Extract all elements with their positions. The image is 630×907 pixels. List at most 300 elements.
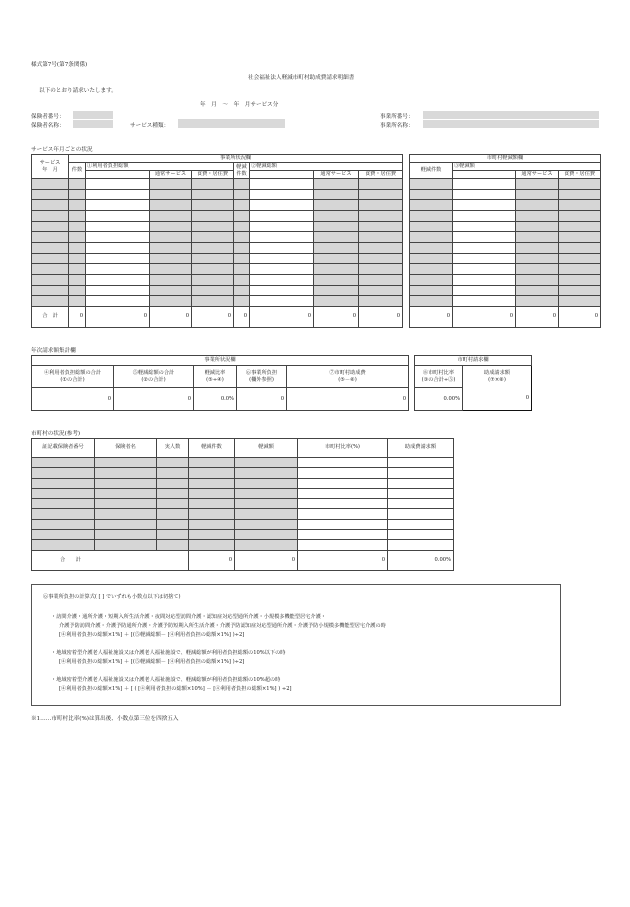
office-number-field[interactable] — [423, 111, 599, 119]
table-cell[interactable] — [298, 458, 388, 468]
table-cell[interactable] — [250, 253, 314, 264]
table-cell[interactable] — [359, 285, 403, 296]
table-cell[interactable] — [86, 296, 150, 307]
table-cell[interactable] — [189, 530, 235, 540]
table-cell[interactable] — [234, 264, 250, 275]
total-value: 0 — [298, 550, 388, 570]
table-cell[interactable] — [559, 253, 601, 264]
table-cell[interactable] — [359, 264, 403, 275]
table-cell[interactable] — [453, 285, 516, 296]
table-cell[interactable] — [69, 296, 86, 307]
table-cell[interactable] — [298, 530, 388, 540]
value-municipal-ratio: 0.00% — [415, 388, 463, 411]
table-cell[interactable] — [234, 221, 250, 232]
table-cell[interactable] — [86, 285, 150, 296]
note-line: 介護予防訪問介護・介護予防通所介護・介護予防短期入所生活介護・介護予防認知症対応型通所介護・介護予防小規模多機能型居宅介護の時 — [59, 623, 386, 629]
table-cell[interactable] — [388, 488, 454, 498]
table-cell[interactable] — [314, 285, 359, 296]
table-cell[interactable] — [314, 221, 359, 232]
table-cell[interactable] — [69, 232, 86, 243]
col-normal-service-3: 通常サービス — [516, 171, 559, 179]
table-cell[interactable] — [189, 468, 235, 478]
total-value: 0 — [150, 306, 192, 327]
table-cell[interactable] — [86, 179, 150, 190]
table-row — [32, 530, 454, 540]
note-line: ・訪問介護・通所介護・短期入所生活介護・夜間対応型訪問介護・認知症対応型通所介護・小規模多機能型居宅介護・ — [51, 614, 326, 620]
table-cell[interactable] — [559, 274, 601, 285]
office-name-field[interactable] — [423, 120, 599, 128]
office-status-group: 事業所状況欄 — [69, 155, 403, 163]
table-cell[interactable] — [192, 221, 234, 232]
table-row — [410, 253, 601, 264]
table-cell[interactable] — [150, 189, 192, 200]
table-cell[interactable] — [95, 488, 157, 498]
table-row — [32, 519, 454, 529]
table-cell[interactable] — [69, 253, 86, 264]
table-cell[interactable] — [150, 285, 192, 296]
table-cell[interactable] — [86, 232, 150, 243]
table-cell[interactable] — [32, 458, 95, 468]
table-cell[interactable] — [359, 179, 403, 190]
table-cell[interactable] — [516, 264, 559, 275]
table-cell[interactable] — [234, 232, 250, 243]
table-cell[interactable] — [150, 179, 192, 190]
table-cell[interactable] — [192, 242, 234, 253]
table-cell[interactable] — [234, 274, 250, 285]
table-cell[interactable] — [453, 211, 516, 222]
col-service-month: サービス 年 月 — [32, 155, 69, 179]
col-meal-living-2: 食費・居住費 — [359, 171, 403, 179]
col-insurer-number: 証記載保険者番号 — [32, 439, 95, 458]
table-cell[interactable] — [95, 530, 157, 540]
table-cell[interactable] — [32, 478, 95, 488]
table-cell[interactable] — [32, 509, 95, 519]
table-cell[interactable] — [559, 179, 601, 190]
table-cell[interactable] — [298, 519, 388, 529]
table-cell[interactable] — [32, 499, 95, 509]
table-cell[interactable] — [235, 540, 298, 550]
insurer-number-label: 保険者番号： — [31, 114, 65, 120]
table-cell[interactable] — [516, 211, 559, 222]
table-cell[interactable] — [516, 189, 559, 200]
table-cell[interactable] — [192, 296, 234, 307]
table-cell[interactable] — [32, 285, 69, 296]
table-cell[interactable] — [235, 519, 298, 529]
table-cell[interactable] — [234, 296, 250, 307]
table-cell[interactable] — [150, 274, 192, 285]
table-cell[interactable] — [234, 211, 250, 222]
table-cell[interactable] — [559, 232, 601, 243]
note-line: [④利用者負担の総額×1%] ＋ [ ( [④利用者負担の総額×10%] － [④利用者負担の総額×1%] ) ÷2] — [59, 686, 292, 692]
table-cell[interactable] — [410, 179, 453, 190]
table-cell[interactable] — [69, 200, 86, 211]
table-cell[interactable] — [86, 189, 150, 200]
table-cell[interactable] — [189, 519, 235, 529]
table-cell[interactable] — [157, 499, 189, 509]
table-cell[interactable] — [250, 221, 314, 232]
table-cell[interactable] — [69, 221, 86, 232]
table-cell[interactable] — [235, 530, 298, 540]
table-cell[interactable] — [86, 200, 150, 211]
table-cell[interactable] — [559, 211, 601, 222]
table-cell[interactable] — [410, 296, 453, 307]
table-cell[interactable] — [516, 274, 559, 285]
table-cell[interactable] — [150, 221, 192, 232]
table-cell[interactable] — [157, 488, 189, 498]
form-number: 様式第7号(第7条関係) — [31, 62, 88, 68]
table-cell[interactable] — [516, 232, 559, 243]
table-cell[interactable] — [150, 242, 192, 253]
table-cell[interactable] — [157, 530, 189, 540]
table-cell[interactable] — [314, 179, 359, 190]
table-cell[interactable] — [516, 179, 559, 190]
col-reduction-amount: ③軽減額 — [453, 163, 601, 171]
table-row — [410, 221, 601, 232]
table-row — [32, 189, 403, 200]
table-cell[interactable] — [86, 242, 150, 253]
total-value: 0 — [559, 306, 601, 327]
table-cell[interactable] — [32, 200, 69, 211]
table-cell[interactable] — [157, 468, 189, 478]
table-cell[interactable] — [410, 242, 453, 253]
col-reduction-count: 軽減件数 — [189, 439, 235, 458]
insurer-number-field[interactable] — [73, 111, 113, 119]
table-cell[interactable] — [314, 200, 359, 211]
table-cell[interactable] — [516, 200, 559, 211]
table-cell[interactable] — [192, 211, 234, 222]
table-cell[interactable] — [516, 253, 559, 264]
table-cell[interactable] — [410, 232, 453, 243]
table-cell[interactable] — [250, 211, 314, 222]
table-cell[interactable] — [410, 264, 453, 275]
table-cell[interactable] — [359, 211, 403, 222]
table-row — [32, 232, 403, 243]
table-cell[interactable] — [559, 264, 601, 275]
table-cell[interactable] — [314, 264, 359, 275]
table-cell[interactable] — [250, 285, 314, 296]
service-type-field[interactable] — [178, 119, 285, 128]
table-cell[interactable] — [32, 296, 69, 307]
table-cell[interactable] — [250, 242, 314, 253]
table-row — [32, 200, 403, 211]
table-cell[interactable] — [235, 478, 298, 488]
table-cell[interactable] — [453, 264, 516, 275]
table-cell[interactable] — [559, 200, 601, 211]
table-cell[interactable] — [192, 285, 234, 296]
section1-title: サービス年月ごとの状況 — [31, 147, 93, 153]
table-cell[interactable] — [410, 253, 453, 264]
table-cell[interactable] — [250, 232, 314, 243]
table-cell[interactable] — [32, 179, 69, 190]
table-cell[interactable] — [95, 458, 157, 468]
table-cell[interactable] — [314, 211, 359, 222]
table-cell[interactable] — [453, 274, 516, 285]
table-cell[interactable] — [250, 274, 314, 285]
insurer-name-label: 保険者名称： — [31, 123, 65, 129]
table-cell[interactable] — [95, 468, 157, 478]
table-cell[interactable] — [69, 274, 86, 285]
table-row — [32, 468, 454, 478]
total-value: 0 — [69, 306, 86, 327]
table-cell[interactable] — [388, 468, 454, 478]
table-cell[interactable] — [189, 478, 235, 488]
service-type-label: サービス種類： — [130, 123, 170, 129]
table-row — [32, 478, 454, 488]
table-cell[interactable] — [32, 468, 95, 478]
table-cell[interactable] — [559, 189, 601, 200]
table-cell[interactable] — [453, 221, 516, 232]
table-cell[interactable] — [150, 211, 192, 222]
table-cell[interactable] — [69, 179, 86, 190]
table-cell[interactable] — [189, 488, 235, 498]
table-cell[interactable] — [359, 274, 403, 285]
table-cell[interactable] — [157, 458, 189, 468]
total-value: 0 — [410, 306, 453, 327]
table-cell[interactable] — [95, 519, 157, 529]
table-cell[interactable] — [69, 189, 86, 200]
table-cell[interactable] — [250, 200, 314, 211]
table-cell[interactable] — [359, 189, 403, 200]
table-cell[interactable] — [32, 488, 95, 498]
table-cell[interactable] — [453, 179, 516, 190]
table-row — [410, 274, 601, 285]
table-cell[interactable] — [388, 509, 454, 519]
table-cell[interactable] — [559, 296, 601, 307]
table-cell[interactable] — [86, 264, 150, 275]
insurer-name-field[interactable] — [73, 120, 113, 128]
table-cell[interactable] — [388, 519, 454, 529]
value-reduction-total-sum: 0 — [114, 388, 194, 411]
note-line: ・地域密着型介護老人福祉施設又は介護老人福祉施設で、軽減総額が利用者負担総額の10%以下の時 — [51, 650, 286, 656]
table-cell[interactable] — [388, 530, 454, 540]
table-cell[interactable] — [250, 264, 314, 275]
value-office-burden: 0 — [237, 388, 287, 411]
table-cell[interactable] — [192, 264, 234, 275]
table-cell[interactable] — [559, 221, 601, 232]
table-cell[interactable] — [192, 179, 234, 190]
table-cell[interactable] — [32, 540, 95, 550]
table-cell[interactable] — [559, 242, 601, 253]
annual-municipal-table — [414, 355, 532, 411]
table-cell[interactable] — [388, 478, 454, 488]
table-row — [410, 285, 601, 296]
table-cell[interactable] — [32, 221, 69, 232]
table-cell[interactable] — [69, 264, 86, 275]
table-cell[interactable] — [516, 221, 559, 232]
col-count: 件数 — [69, 163, 86, 179]
table-row — [410, 296, 601, 307]
annual-municipal-group: 市町村請求欄 — [415, 356, 532, 366]
table-cell[interactable] — [95, 509, 157, 519]
table-cell[interactable] — [388, 458, 454, 468]
table-cell[interactable] — [410, 211, 453, 222]
table-cell[interactable] — [189, 509, 235, 519]
table-cell[interactable] — [516, 296, 559, 307]
table-cell[interactable] — [95, 540, 157, 550]
table-cell[interactable] — [516, 285, 559, 296]
table-cell[interactable] — [189, 458, 235, 468]
table-row — [32, 274, 403, 285]
table-cell[interactable] — [298, 478, 388, 488]
municipal-reference-table — [31, 438, 454, 571]
col-normal-service: 通常サービス — [150, 171, 192, 179]
total-value: 0 — [516, 306, 559, 327]
table-cell[interactable] — [314, 296, 359, 307]
table-cell[interactable] — [32, 232, 69, 243]
intro-text: 以下のとおり請求いたします。 — [39, 88, 117, 94]
table-cell[interactable] — [453, 296, 516, 307]
table-cell[interactable] — [359, 242, 403, 253]
table-cell[interactable] — [235, 499, 298, 509]
table-cell[interactable] — [157, 509, 189, 519]
table-cell[interactable] — [69, 242, 86, 253]
table-row — [410, 179, 601, 190]
col-user-total: ①利用者負担総額 — [86, 163, 234, 171]
table-cell[interactable] — [410, 189, 453, 200]
table-cell[interactable] — [314, 242, 359, 253]
annual-office-table — [31, 355, 409, 411]
table-row — [410, 232, 601, 243]
table-cell[interactable] — [314, 253, 359, 264]
table-cell[interactable] — [234, 189, 250, 200]
table-cell[interactable] — [453, 200, 516, 211]
table-row — [32, 211, 403, 222]
table-cell[interactable] — [192, 232, 234, 243]
table-cell[interactable] — [388, 499, 454, 509]
table-cell[interactable] — [235, 468, 298, 478]
total-value: 0 — [235, 550, 298, 570]
table-cell[interactable] — [150, 232, 192, 243]
monthly-office-table — [31, 154, 403, 328]
col-subsidy-request-amount: 助成費請求額 — [388, 439, 454, 458]
table-cell[interactable] — [234, 285, 250, 296]
table-cell[interactable] — [359, 221, 403, 232]
table-cell[interactable] — [192, 189, 234, 200]
table-cell[interactable] — [32, 264, 69, 275]
table-cell[interactable] — [192, 200, 234, 211]
table-cell[interactable] — [410, 274, 453, 285]
total-value: 0 — [192, 306, 234, 327]
col-reduction-ratio: 軽減比率 (⑤÷④) — [194, 365, 237, 388]
table-cell[interactable] — [250, 179, 314, 190]
table-cell[interactable] — [86, 211, 150, 222]
table-cell[interactable] — [250, 189, 314, 200]
table-cell[interactable] — [298, 540, 388, 550]
table-cell[interactable] — [298, 499, 388, 509]
table-cell[interactable] — [192, 274, 234, 285]
col-people-count: 実人数 — [157, 439, 189, 458]
table-cell[interactable] — [453, 242, 516, 253]
col-meal-living-3: 食費・居住費 — [559, 171, 601, 179]
value-municipal-subsidy: 0 — [287, 388, 409, 411]
table-cell[interactable] — [298, 509, 388, 519]
table-cell[interactable] — [235, 488, 298, 498]
table-cell[interactable] — [32, 189, 69, 200]
table-cell[interactable] — [453, 232, 516, 243]
table-cell[interactable] — [157, 478, 189, 488]
table-cell[interactable] — [359, 200, 403, 211]
table-cell[interactable] — [453, 253, 516, 264]
table-row — [32, 285, 403, 296]
table-cell[interactable] — [189, 499, 235, 509]
table-cell[interactable] — [157, 540, 189, 550]
table-row — [410, 211, 601, 222]
table-cell[interactable] — [410, 200, 453, 211]
col-office-burden: ⑥事業所負担 (欄外参照) — [237, 365, 287, 388]
table-cell[interactable] — [157, 519, 189, 529]
table-row — [32, 296, 403, 307]
table-cell[interactable] — [314, 189, 359, 200]
table-cell[interactable] — [235, 509, 298, 519]
table-cell[interactable] — [69, 211, 86, 222]
table-cell[interactable] — [410, 285, 453, 296]
table-cell[interactable] — [359, 296, 403, 307]
table-cell[interactable] — [314, 232, 359, 243]
table-cell[interactable] — [453, 189, 516, 200]
col-reduction-total: ②軽減総額 — [250, 163, 403, 171]
table-cell[interactable] — [359, 253, 403, 264]
total-value: 0 — [359, 306, 403, 327]
table-cell[interactable] — [388, 540, 454, 550]
table-cell[interactable] — [234, 253, 250, 264]
table-cell[interactable] — [32, 530, 95, 540]
monthly-municipal-table — [409, 154, 601, 328]
table-cell[interactable] — [32, 253, 69, 264]
table-cell[interactable] — [150, 296, 192, 307]
col-insurer-name: 保険者名 — [95, 439, 157, 458]
table-cell[interactable] — [95, 499, 157, 509]
table-cell[interactable] — [86, 253, 150, 264]
table-cell[interactable] — [150, 253, 192, 264]
table-cell[interactable] — [359, 232, 403, 243]
table-cell[interactable] — [298, 468, 388, 478]
table-cell[interactable] — [410, 221, 453, 232]
section3-title: 市町村の状況(参考) — [31, 431, 81, 437]
service-period: 年 月 ～ 年 月サービス分 — [200, 102, 279, 108]
table-cell[interactable] — [32, 211, 69, 222]
col-reduction-count: 軽減件数 — [234, 163, 250, 179]
table-cell[interactable] — [234, 242, 250, 253]
table-cell[interactable] — [235, 458, 298, 468]
table-cell[interactable] — [86, 274, 150, 285]
table-cell[interactable] — [298, 488, 388, 498]
col-meal-living: 食費・居住費 — [192, 171, 234, 179]
municipal-reduction-group: 市町村軽減額欄 — [410, 155, 601, 163]
table-cell[interactable] — [32, 274, 69, 285]
table-cell[interactable] — [192, 253, 234, 264]
table-cell[interactable] — [234, 179, 250, 190]
table-row — [410, 189, 601, 200]
table-cell[interactable] — [150, 200, 192, 211]
table-cell[interactable] — [32, 519, 95, 529]
note-line: [④利用者負担の総額×1%] ＋ [(⑤軽減総額－ [④利用者負担の総額×1%] )÷2] — [59, 632, 245, 638]
table-cell[interactable] — [150, 264, 192, 275]
table-cell[interactable] — [86, 221, 150, 232]
table-cell[interactable] — [32, 242, 69, 253]
table-cell[interactable] — [95, 478, 157, 488]
table-cell[interactable] — [559, 285, 601, 296]
table-cell[interactable] — [189, 540, 235, 550]
table-cell[interactable] — [516, 242, 559, 253]
office-number-label: 事業所番号： — [380, 114, 414, 120]
table-cell[interactable] — [250, 296, 314, 307]
table-row — [32, 221, 403, 232]
total-value: 0 — [86, 306, 150, 327]
table-cell[interactable] — [234, 200, 250, 211]
table-cell[interactable] — [69, 285, 86, 296]
col-subsidy-request: 助成請求額 (⑦×⑧) — [463, 365, 532, 388]
table-cell[interactable] — [314, 274, 359, 285]
